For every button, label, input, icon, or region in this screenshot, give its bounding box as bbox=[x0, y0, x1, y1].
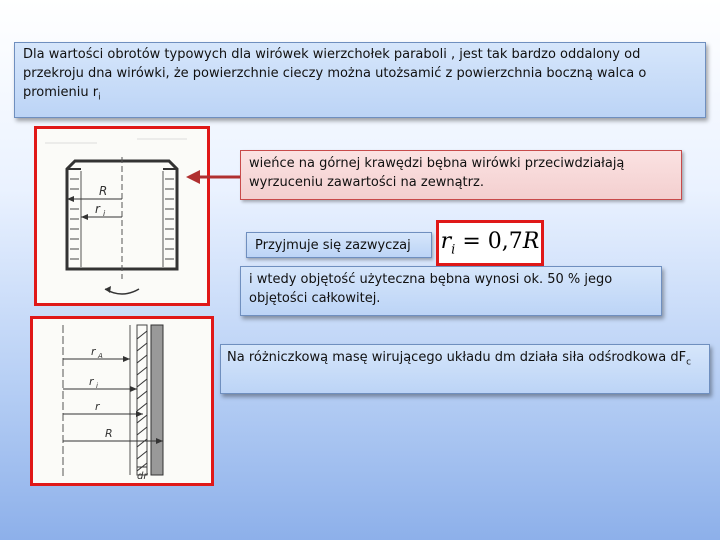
intro-text: Dla wartości obrotów typowych dla wirówek wierzchołek paraboli , jest tak bardzo oddalony od przekroju dna wirówki, że powierzchnie cieczy można utożsamić z powierzchnia boczną walca o promieniu r bbox=[23, 47, 647, 100]
drum-section-drawing bbox=[37, 129, 207, 303]
formula bbox=[441, 229, 540, 257]
label-rA: r bbox=[91, 345, 96, 358]
formula-lhs-sub: i bbox=[451, 242, 456, 258]
label-ri: r bbox=[95, 202, 100, 216]
assumption-box bbox=[246, 232, 432, 258]
formula-box bbox=[436, 220, 544, 266]
label-ri-sub: i bbox=[103, 209, 106, 218]
rim-note-text: wieńce na górnej krawędzi bębna wirówki przeciwdziałają wyrzuceniu zawartości na zewnątrz. bbox=[249, 156, 625, 190]
intro-subscript: i bbox=[98, 92, 101, 103]
pointer-arrow bbox=[184, 168, 244, 188]
formula-eq: = 0,7 bbox=[455, 228, 523, 254]
force-note-text: Na różniczkową masę wirującego układu dm działa siła odśrodkowa dF bbox=[227, 350, 687, 365]
figure-drum-section bbox=[34, 126, 210, 306]
label-ri: r bbox=[89, 375, 94, 388]
force-subscript: c bbox=[686, 357, 692, 368]
label-rA-sub: A bbox=[98, 352, 103, 360]
label-ri-sub: i bbox=[96, 382, 98, 390]
figure-differential-ring bbox=[30, 316, 214, 486]
formula-lhs: r bbox=[440, 228, 452, 254]
intro-textbox bbox=[14, 42, 706, 118]
label-dr: dr bbox=[137, 471, 148, 482]
formula-rhs: R bbox=[522, 228, 540, 254]
volume-note-text: i wtedy objętość użyteczna bębna wynosi ok. 50 % jego objętości całkowitej. bbox=[249, 272, 613, 306]
assumption-label: Przyjmuje się zazwyczaj bbox=[255, 238, 411, 253]
label-r: r bbox=[95, 400, 100, 413]
rim-note-box bbox=[240, 150, 682, 200]
ring-drawing bbox=[33, 319, 211, 483]
force-note-box bbox=[220, 344, 710, 394]
label-R: R bbox=[105, 427, 113, 440]
volume-note-box bbox=[240, 266, 662, 316]
label-R: R bbox=[99, 184, 108, 198]
